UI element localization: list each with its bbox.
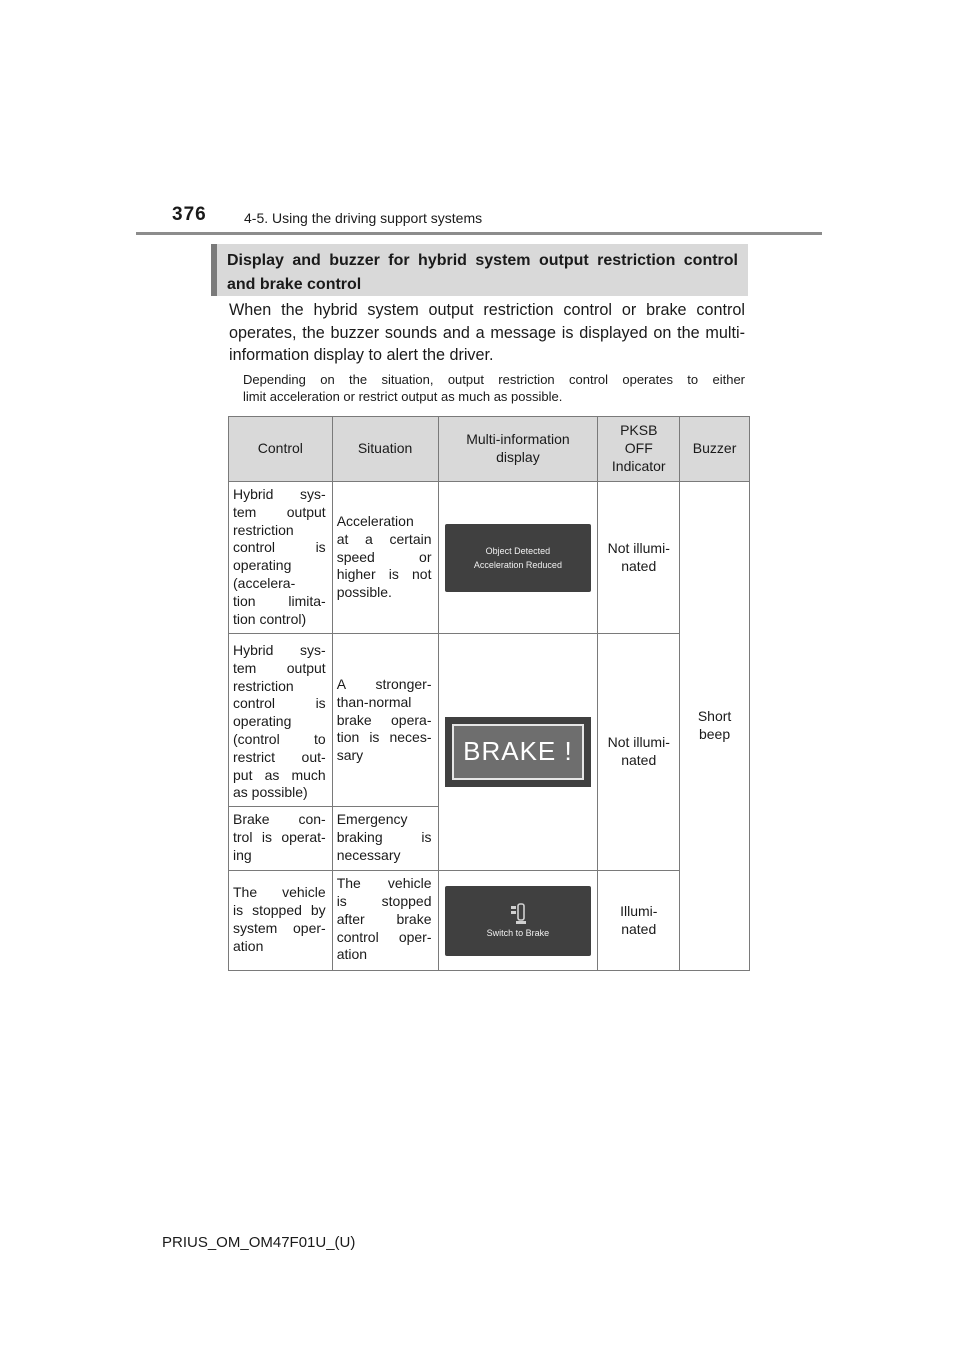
pksb-cell [598, 871, 680, 971]
cell-line: control oper- [336, 928, 432, 945]
header-display-line: Multi-information [466, 431, 570, 448]
cell-line: restriction [233, 521, 294, 538]
cell-line: ation [233, 937, 264, 954]
intro-line: operates, the buzzer sounds and a message is displayed on the multi- [229, 323, 745, 342]
control-cell [229, 871, 333, 971]
pksb-line: Not illumi- [607, 734, 670, 751]
cell-line: higher is not [336, 566, 432, 583]
cell-line: operating [233, 557, 292, 574]
cell-line: braking is [336, 828, 432, 845]
header-display-line: display [496, 449, 540, 465]
pksb-line: Illumi- [620, 902, 658, 919]
cell-line: necessary [336, 846, 401, 863]
display-message: Switch to Brake [486, 927, 550, 938]
cell-line: than-normal [336, 693, 412, 710]
buzzer-line: beep [698, 726, 731, 743]
cell-line: speed or [336, 548, 432, 565]
cell-line: brake opera- [336, 711, 432, 728]
note-paragraph [243, 371, 745, 405]
note-line: Depending on the situation, output restriction control operates to either [243, 372, 745, 387]
situation-cell [332, 807, 438, 871]
cell-line: Hybrid sys- [233, 642, 326, 658]
situation-cell [332, 482, 438, 634]
table-row [229, 482, 750, 634]
cell-line: tion is neces- [336, 729, 432, 746]
header-pksb [598, 417, 680, 482]
header-pksb-line: OFF [624, 440, 653, 457]
display-message: Object Detected [485, 545, 551, 556]
cell-line: (accelera- [233, 574, 296, 591]
cell-line: control is [233, 539, 326, 556]
situation-cell [332, 634, 438, 807]
buzzer-line: Short [697, 708, 732, 725]
header-control: Control [229, 417, 333, 482]
header-pksb-line: Indicator [611, 457, 666, 474]
control-cell [229, 634, 333, 807]
cell-line: Emergency [336, 811, 408, 828]
header-buzzer: Buzzer [680, 417, 750, 482]
buzzer-cell [680, 482, 750, 971]
cell-line: restrict out- [233, 748, 326, 765]
cell-line: is stopped [336, 892, 432, 909]
cell-line: after brake [336, 910, 432, 927]
cell-line: Brake con- [233, 811, 326, 828]
cell-line: restriction [233, 677, 294, 694]
cell-line: sary [336, 747, 364, 764]
intro-line: information display to alert the driver. [229, 346, 494, 364]
pksb-line: Not illumi- [607, 539, 670, 556]
display-cell [438, 482, 598, 634]
pksb-line: nated [621, 920, 657, 937]
display-screen [445, 717, 591, 787]
table-header-row [229, 417, 750, 482]
section-title: 4-5. Using the driving support systems [244, 210, 483, 226]
page-number: 376 [172, 204, 207, 225]
cell-line: The vehicle [336, 875, 432, 892]
display-screen [445, 524, 591, 592]
cell-line: ation [336, 946, 368, 963]
heading-line: Display and buzzer for hybrid system output restriction control [227, 252, 738, 269]
cell-line: (control to [233, 730, 326, 747]
header-situation: Situation [332, 417, 438, 482]
cell-line: is stopped by [233, 901, 326, 918]
control-table [228, 416, 750, 971]
situation-cell [332, 871, 438, 971]
display-screen [445, 886, 591, 956]
control-cell [229, 807, 333, 871]
cell-line: operating [233, 713, 292, 730]
header-rule [136, 232, 822, 235]
header-display [438, 417, 598, 482]
table-row [229, 634, 750, 807]
brake-warning: BRAKE ! [452, 724, 584, 780]
note-line: limit acceleration or restrict output as much as possible. [243, 389, 563, 404]
cell-line: put as much [233, 766, 326, 783]
cell-line: tion control) [233, 610, 307, 627]
document-footer: PRIUS_OM_OM47F01U_(U) [162, 1234, 356, 1251]
pksb-cell [598, 482, 680, 634]
heading-line: and brake control [227, 276, 362, 293]
display-cell [438, 871, 598, 971]
intro-line: When the hybrid system output restriction control or brake control [229, 301, 745, 319]
cell-line: control is [233, 695, 326, 712]
display-message: Acceleration Reduced [473, 559, 562, 570]
intro-paragraph [229, 299, 745, 367]
foot-brake-icon [507, 902, 529, 926]
display-cell [438, 634, 598, 871]
cell-line: Acceleration [336, 513, 414, 529]
cell-line: tem output [233, 659, 326, 676]
cell-line: A stronger- [336, 676, 432, 692]
section-heading [211, 244, 748, 296]
cell-line: at a certain [336, 530, 432, 547]
cell-line: tion limita- [233, 592, 326, 609]
cell-line: trol is operat- [233, 828, 326, 845]
cell-line: possible. [336, 584, 392, 601]
control-cell [229, 482, 333, 634]
cell-line: The vehicle [233, 884, 326, 901]
cell-line: as possible) [233, 784, 308, 801]
cell-line: system oper- [233, 919, 326, 936]
pksb-line: nated [621, 752, 657, 769]
cell-line: ing [233, 846, 252, 863]
table-row [229, 871, 750, 971]
pksb-cell [598, 634, 680, 871]
cell-line: tem output [233, 503, 326, 520]
cell-line: Hybrid sys- [233, 486, 326, 502]
pksb-line: nated [621, 557, 657, 574]
header-pksb-line: PKSB [620, 422, 658, 439]
